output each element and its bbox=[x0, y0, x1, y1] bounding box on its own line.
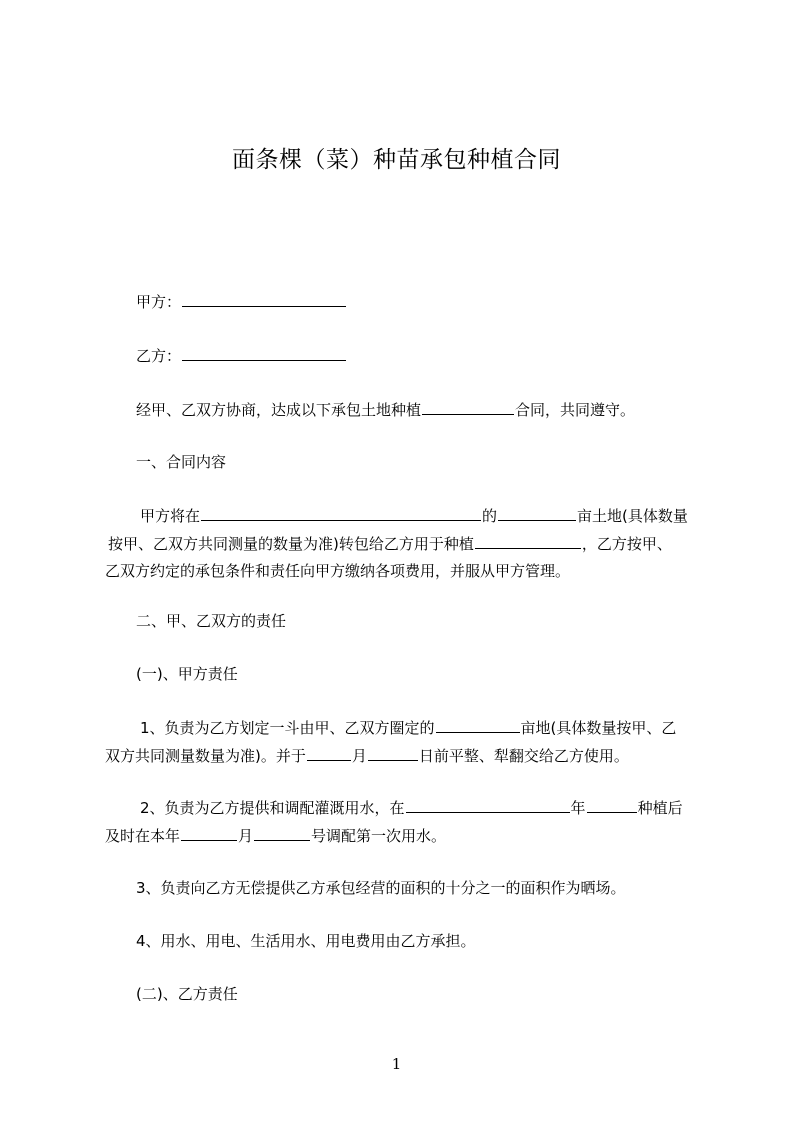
item2-blank-2 bbox=[587, 797, 637, 813]
item3: 3、负责向乙方无偿提供乙方承包经营的面积的十分之一的面积作为晒场。 bbox=[136, 879, 626, 897]
item1-line-1 bbox=[140, 717, 676, 738]
item2-text-1b: 年 bbox=[570, 799, 586, 817]
intro-line bbox=[136, 399, 635, 420]
section1-text-1a: 甲方将在 bbox=[140, 507, 201, 525]
item1-text-2b: 月 bbox=[351, 747, 367, 765]
party-b-label: 乙方： bbox=[136, 347, 182, 365]
sub1-heading: (一)、甲方责任 bbox=[136, 665, 238, 683]
party-a-blank bbox=[182, 291, 346, 307]
item2-month-blank bbox=[181, 825, 237, 841]
intro-text-2: 合同，共同遵守。 bbox=[515, 401, 636, 419]
page-number: 1 bbox=[391, 1055, 402, 1073]
item1-text-1b: 亩地(具体数量按甲、乙 bbox=[520, 719, 677, 737]
intro-text-1: 经甲、乙双方协商，达成以下承包土地种植 bbox=[136, 401, 422, 419]
item1-month-blank bbox=[307, 745, 351, 761]
item1-line-2 bbox=[105, 745, 629, 766]
section1-text-1c: 亩土地(具体数量 bbox=[577, 507, 688, 525]
sub2-heading: (二)、乙方责任 bbox=[136, 985, 238, 1003]
section1-text-2a: 按甲、乙双方共同测量的数量为准)转包给乙方用于种植 bbox=[108, 535, 474, 553]
section1-line-3: 乙双方约定的承包条件和责任向甲方缴纳各项费用，并服从甲方管理。 bbox=[105, 562, 571, 580]
item1-day-blank bbox=[368, 745, 418, 761]
section1-line-1 bbox=[140, 505, 688, 526]
item1-area-blank bbox=[436, 717, 520, 733]
item4: 4、用水、用电、生活用水、用电费用由乙方承担。 bbox=[136, 932, 476, 950]
item1-text-2c: 日前平整、犁翻交给乙方使用。 bbox=[418, 747, 629, 765]
party-a-label: 甲方： bbox=[136, 293, 182, 311]
item2-text-2b: 月 bbox=[238, 827, 254, 845]
document-title: 面条棵（菜）种苗承包种植合同 bbox=[232, 147, 561, 173]
area-blank bbox=[498, 505, 576, 521]
crop-blank bbox=[422, 399, 514, 415]
party-b-blank bbox=[182, 345, 346, 361]
party-a-line bbox=[136, 291, 347, 312]
section1-text-1b: 的 bbox=[482, 507, 498, 525]
location-blank bbox=[201, 505, 481, 521]
item2-text-1c: 种植后 bbox=[637, 799, 683, 817]
section2-heading: 二、甲、乙双方的责任 bbox=[136, 612, 287, 630]
item2-text-2a: 及时在本年 bbox=[105, 827, 181, 845]
item2-text-2c: 号调配第一次用水。 bbox=[311, 827, 447, 845]
section1-heading: 一、合同内容 bbox=[136, 453, 227, 471]
planting-blank bbox=[475, 533, 581, 549]
item2-blank-1 bbox=[406, 797, 570, 813]
item1-text-1a: 1、负责为乙方划定一斗由甲、乙双方圈定的 bbox=[140, 719, 435, 737]
item2-line-1 bbox=[140, 797, 683, 818]
item2-text-1a: 2、负责为乙方提供和调配灌溉用水，在 bbox=[140, 799, 405, 817]
item1-text-2a: 双方共同测量数量为准)。并于 bbox=[105, 747, 306, 765]
section1-line-2 bbox=[108, 533, 672, 554]
section1-text-2b: ，乙方按甲、 bbox=[581, 535, 672, 553]
party-b-line bbox=[136, 345, 347, 366]
item2-line-2 bbox=[105, 825, 446, 846]
item2-day-blank bbox=[254, 825, 310, 841]
